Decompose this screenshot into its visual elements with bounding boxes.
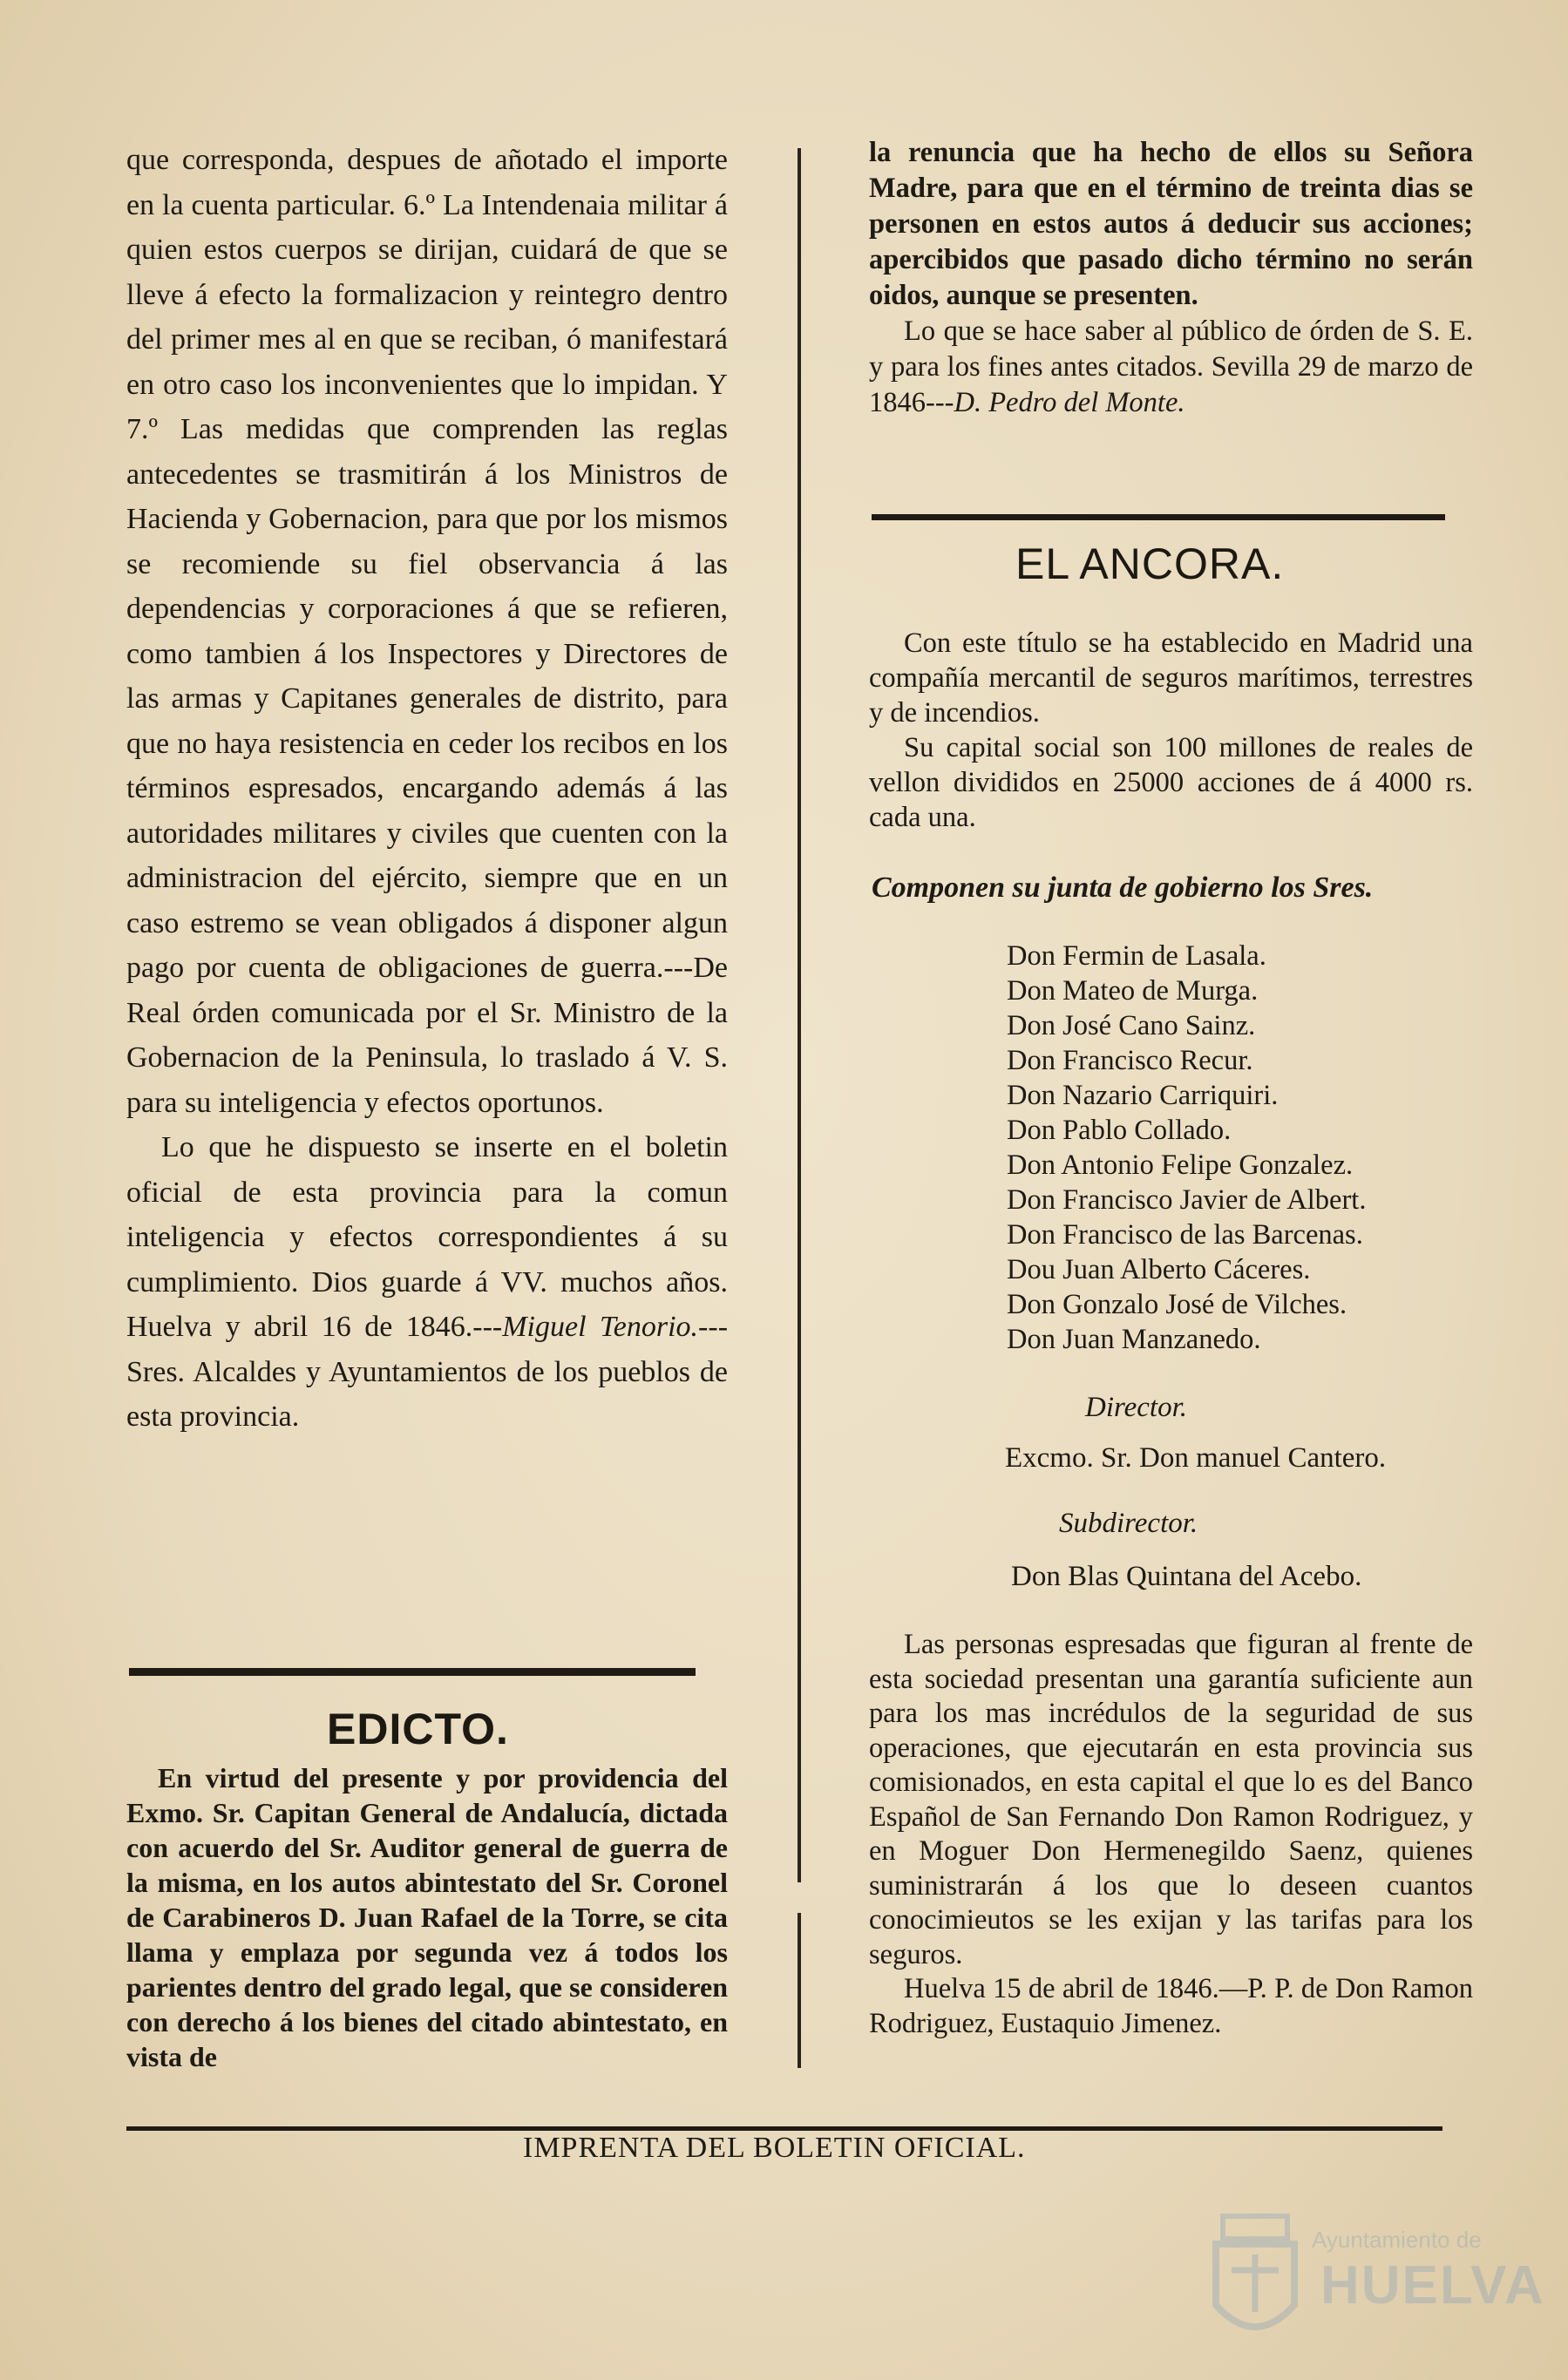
member-item: Don Fermin de Lasala.	[1007, 940, 1266, 972]
left-section-divider	[129, 1668, 696, 1676]
closing-section	[869, 1628, 1473, 2041]
right-column-top	[869, 135, 1473, 421]
member-item: Don José Cano Sainz.	[1007, 1010, 1256, 1041]
closing-paragraph-1: Las personas espresadas que figuran al frente de esta sociedad presentan una garantía suficiente aun para los mas incrédulos de la seguridad de sus operaciones, que ejecutarán en esta provincia sus comisionados, en esta capital el que lo es del Banco Español de San Fernando Don Ramon Rodriguez, y en Moguer Don Hermenegildo Saenz, quienes suministrarán á los que lo deseen cuantos conocimieutos se les exijan y las tarifas para los seguros.	[869, 1629, 1473, 1970]
member-item: Don Francisco Recur.	[1007, 1045, 1253, 1076]
huelva-watermark	[1207, 2209, 1545, 2357]
member-item: Dou Juan Alberto Cáceres.	[1007, 1254, 1311, 1285]
member-item: Don Juan Manzanedo.	[1007, 1324, 1261, 1355]
left-paragraph-2-end: ---Sres. Alcaldes y Ayuntamientos de los pueblos de esta provincia.	[126, 1311, 729, 1433]
left-paragraph-2-signature: Miguel Tenorio.	[502, 1311, 699, 1343]
ancora-heading: EL ANCORA.	[1015, 539, 1285, 588]
edicto-closing	[869, 314, 1473, 421]
member-item: Don Francisco Javier de Albert.	[1007, 1184, 1367, 1216]
subdirector-name: Don Blas Quintana del Acebo.	[1011, 1561, 1362, 1592]
printer-footer: IMPRENTA DEL BOLETIN OFICIAL.	[523, 2132, 1026, 2164]
members-list	[1007, 939, 1366, 1357]
director-name: Excmo. Sr. Don manuel Cantero.	[1005, 1442, 1387, 1474]
left-paragraph-2	[126, 1125, 728, 1440]
member-item: Don Pablo Collado.	[1007, 1115, 1232, 1146]
city-crest-icon	[1207, 2209, 1303, 2349]
left-paragraph-1: que corresponda, despues de añotado el importe en la cuenta particular. 6.º La Intendenaia militar á quien estos cuerpos se dirijan, cuidará de que se lleve á efecto la formalizacion y reintegro dentro del primer mes al en que se reciban, ó manifestará en otro caso los inconvenientes que lo impidan. Y 7.º Las medidas que comprenden las reglas antecedentes se trasmitirán á los Ministros de Hacienda y Gobernacion, para que por los mismos se recomiende su fiel observancia á las dependencias y corporaciones á que se refieren, como tambien á los Inspectores y Directores de las armas y Capitanes generales de distrito, para que no haya resistencia en ceder los recibos en los términos espresados, encargando además á las autoridades militares y civiles que cuenten con la administracion del ejército, siempre que en un caso estremo se vean obligados á disponer algun pago por cuenta de obligaciones de guerra.---De Real órden comunicada por el Sr. Ministro de la Gobernacion de la Peninsula, lo traslado á V. S. para su inteligencia y efectos oportunos.	[126, 144, 728, 1119]
member-item: Don Gonzalo José de Vilches.	[1007, 1289, 1347, 1320]
junta-heading: Componen su junta de gobierno los Sres.	[872, 871, 1374, 904]
watermark-line-2: HUELVA	[1320, 2255, 1545, 2316]
edicto-heading: EDICTO.	[327, 1705, 509, 1753]
edicto-text	[126, 1760, 728, 2074]
edicto-paragraph: En virtud del presente y por providencia del Exmo. Sr. Capitan General de Andalucía, dictada con acuerdo del Sr. Auditor general de guerra de la misma, en los autos abintestato del Sr. Coronel de Carabineros D. Juan Rafael de la Torre, se cita llama y emplaza por segunda vez á todos los parientes dentro del grado legal, que se consideren con derecho á los bienes del citado abintestato, en vista de	[126, 1762, 728, 2072]
ancora-body	[869, 626, 1473, 835]
footer-rule	[126, 2126, 1442, 2131]
director-heading: Director.	[1085, 1392, 1188, 1423]
right-section-divider	[872, 514, 1445, 520]
member-item: Don Francisco de las Barcenas.	[1007, 1219, 1363, 1251]
member-item: Don Nazario Carriquiri.	[1007, 1080, 1279, 1111]
edicto-closing-text: Lo que se hace saber al público de órden de S. E. y para los fines antes citados. Sevilla 29 de marzo de 1846---	[869, 315, 1473, 418]
edicto-signature: D. Pedro del Monte.	[954, 387, 1185, 418]
left-column	[126, 138, 728, 1440]
member-item: Don Mateo de Murga.	[1007, 975, 1259, 1007]
watermark-line-1: Ayuntamiento de	[1312, 2227, 1482, 2253]
edicto-continuation: la renuncia que ha hecho de ellos su Señora Madre, para que en el término de treinta dias se personen en estos autos á deducir sus acciones; apercibidos que pasado dicho término no serán oidos, aunque se presenten.	[869, 137, 1473, 311]
member-item: Don Antonio Felipe Gonzalez.	[1007, 1149, 1354, 1181]
closing-paragraph-2: Huelva 15 de abril de 1846.—P. P. de Don Ramon Rodriguez, Eustaquio Jimenez.	[869, 1973, 1473, 2039]
ancora-paragraph-2: Su capital social son 100 millones de reales de vellon divididos en 25000 acciones de á 4000 rs. cada una.	[869, 732, 1473, 833]
left-paragraph-2-text: Lo que he dispuesto se inserte en el boletin oficial de esta provincia para la comun inteligencia y efectos correspondientes á su cumplimiento. Dios guarde á VV. muchos años. Huelva y abril 16 de 1846.---	[126, 1131, 728, 1343]
ancora-paragraph-1: Con este título se ha establecido en Madrid una compañía mercantil de seguros marítimos, terrestres y de incendios.	[869, 627, 1473, 729]
column-divider-lower	[798, 1913, 801, 2068]
subdirector-heading: Subdirector.	[1059, 1508, 1198, 1539]
column-divider-upper	[798, 148, 801, 1882]
